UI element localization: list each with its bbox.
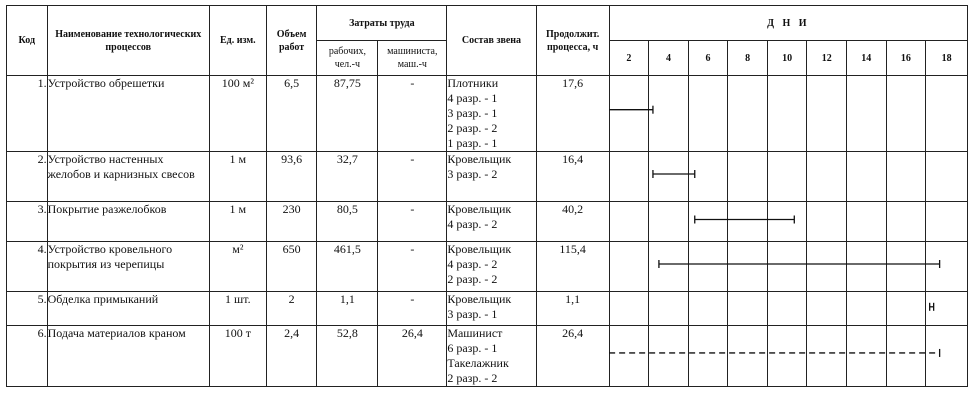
row-name: Устройство настенных желобов и карнизных свесов	[47, 152, 209, 202]
row-duration: 16,4	[536, 152, 609, 202]
header-unit: Ед. изм.	[209, 6, 266, 76]
row-unit: 1 м	[209, 152, 266, 202]
row-volume: 230	[266, 202, 317, 242]
row-volume: 2,4	[266, 326, 317, 387]
day-tick: 14	[847, 41, 887, 76]
row-crew: Машинист 6 разр. - 1 Такелажник 2 разр. - 2	[447, 326, 536, 387]
row-code: 5.	[7, 292, 48, 326]
row-unit: 100 т	[209, 326, 266, 387]
table-row	[7, 202, 968, 242]
row-crew: Кровельщик 3 разр. - 1	[447, 292, 536, 326]
row-workers: 80,5	[317, 202, 378, 242]
header-volume: Объем работ	[266, 6, 317, 76]
table-row	[7, 152, 968, 202]
row-code: 2.	[7, 152, 48, 202]
row-machinist: -	[378, 292, 447, 326]
header-days: Д Н И	[609, 6, 967, 41]
header-machinist: машиниста, маш.-ч	[378, 41, 447, 76]
table-row	[7, 242, 968, 292]
table-row	[7, 76, 968, 152]
row-duration: 26,4	[536, 326, 609, 387]
row-workers: 32,7	[317, 152, 378, 202]
row-workers: 52,8	[317, 326, 378, 387]
row-code: 6.	[7, 326, 48, 387]
row-machinist: -	[378, 152, 447, 202]
row-machinist: 26,4	[378, 326, 447, 387]
table-row	[7, 292, 968, 326]
row-code: 1.	[7, 76, 48, 152]
schedule-table	[6, 5, 968, 387]
row-name: Обделка примыканий	[47, 292, 209, 326]
row-duration: 17,6	[536, 76, 609, 152]
day-tick: 12	[807, 41, 847, 76]
row-unit: 1 шт.	[209, 292, 266, 326]
row-unit: 100 м²	[209, 76, 266, 152]
row-code: 4.	[7, 242, 48, 292]
header-labor: Затраты труда	[317, 6, 447, 41]
header-duration: Продолжит. процесса, ч	[536, 6, 609, 76]
row-volume: 93,6	[266, 152, 317, 202]
row-duration: 40,2	[536, 202, 609, 242]
row-unit: 1 м	[209, 202, 266, 242]
row-duration: 1,1	[536, 292, 609, 326]
day-tick: 18	[926, 41, 968, 76]
row-volume: 650	[266, 242, 317, 292]
row-machinist: -	[378, 202, 447, 242]
row-unit: м²	[209, 242, 266, 292]
row-crew: Кровельщик 4 разр. - 2 2 разр. - 2	[447, 242, 536, 292]
day-tick: 8	[728, 41, 768, 76]
row-code: 3.	[7, 202, 48, 242]
table-row	[7, 326, 968, 387]
header-code: Код	[7, 6, 48, 76]
row-workers: 1,1	[317, 292, 378, 326]
header-crew: Состав звена	[447, 6, 536, 76]
header-workers: рабочих, чел.-ч	[317, 41, 378, 76]
row-name: Устройство кровельного покрытия из черепицы	[47, 242, 209, 292]
row-workers: 87,75	[317, 76, 378, 152]
row-machinist: -	[378, 76, 447, 152]
row-name: Покрытие разжелобков	[47, 202, 209, 242]
day-tick: 6	[688, 41, 728, 76]
row-workers: 461,5	[317, 242, 378, 292]
row-crew: Плотники 4 разр. - 1 3 разр. - 1 2 разр. - 2 1 разр. - 1	[447, 76, 536, 152]
day-tick: 10	[767, 41, 807, 76]
row-name: Подача материалов краном	[47, 326, 209, 387]
day-tick: 2	[609, 41, 649, 76]
day-tick: 4	[649, 41, 689, 76]
row-name: Устройство обрешетки	[47, 76, 209, 152]
row-volume: 2	[266, 292, 317, 326]
row-crew: Кровельщик 3 разр. - 2	[447, 152, 536, 202]
row-machinist: -	[378, 242, 447, 292]
day-tick: 16	[886, 41, 926, 76]
row-duration: 115,4	[536, 242, 609, 292]
row-crew: Кровельщик 4 разр. - 2	[447, 202, 536, 242]
header-name: Наименование технологических процессов	[47, 6, 209, 76]
row-volume: 6,5	[266, 76, 317, 152]
